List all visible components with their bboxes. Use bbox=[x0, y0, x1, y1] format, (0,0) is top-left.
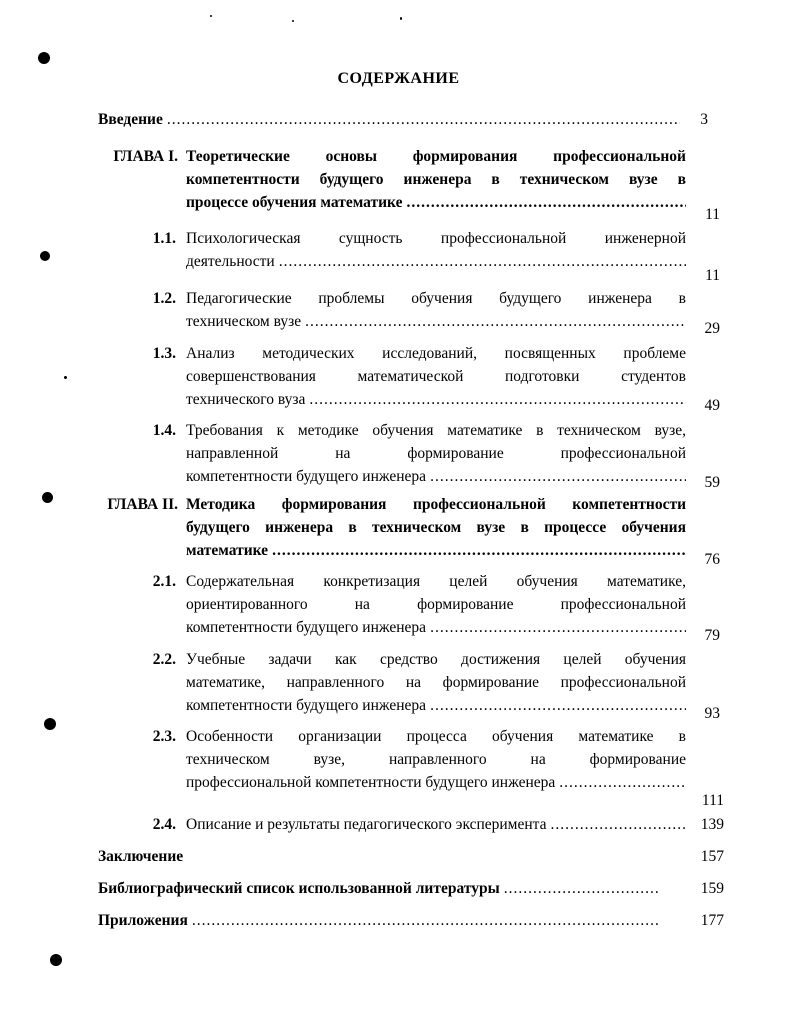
entry-title-line: техническом вузе, направленного на формирование bbox=[186, 751, 686, 768]
leader-dots bbox=[279, 250, 686, 273]
page-number: 93 bbox=[704, 705, 720, 722]
leader-dots bbox=[406, 191, 686, 214]
page-number: 3 bbox=[700, 111, 708, 128]
entry-label: 1.4. bbox=[152, 422, 176, 439]
scan-speck bbox=[40, 251, 50, 261]
page-number: 139 bbox=[700, 816, 724, 833]
leader-dots bbox=[305, 310, 686, 333]
entry-label: Библиографический список использованной литературы bbox=[98, 880, 500, 897]
entry-title-line: профессиональной компетентности будущего инженера bbox=[186, 774, 556, 791]
entry-title-line: Особенности организации процесса обучения математике в bbox=[186, 728, 686, 745]
page-number: 49 bbox=[704, 397, 720, 414]
scan-speck bbox=[210, 15, 212, 17]
leader-dots bbox=[430, 616, 686, 639]
page-number: 111 bbox=[701, 792, 724, 809]
page-number: 79 bbox=[704, 627, 720, 644]
leader-dots bbox=[430, 465, 686, 488]
entry-title-line: будущего инженера в техническом вузе в процессе обучения bbox=[186, 519, 686, 536]
page-number: 157 bbox=[700, 848, 724, 865]
leader-dots bbox=[430, 694, 686, 717]
entry-label: 2.2. bbox=[152, 651, 176, 668]
page-number: 177 bbox=[700, 912, 724, 929]
leader-dots bbox=[167, 108, 680, 131]
entry-label: Введение bbox=[98, 111, 163, 128]
scan-speck bbox=[42, 492, 53, 503]
scan-speck bbox=[44, 718, 56, 730]
entry-label: 1.1. bbox=[152, 230, 176, 247]
entry-title-line: Методика формирования профессиональной компетентности bbox=[186, 496, 686, 513]
page-number: 76 bbox=[704, 551, 720, 568]
scan-speck bbox=[292, 20, 294, 22]
scan-speck bbox=[38, 52, 50, 64]
entry-title-line: Анализ методических исследований, посвященных проблеме bbox=[186, 345, 686, 362]
entry-title-line: компетентности будущего инженера bbox=[186, 697, 427, 714]
entry-title-line: компетентности будущего инженера в техническом вузе в bbox=[186, 171, 686, 188]
entry-title-line: техническом вузе bbox=[186, 313, 302, 330]
scan-speck bbox=[64, 376, 67, 379]
entry-label: Заключение bbox=[98, 848, 184, 865]
entry-label: 1.2. bbox=[152, 290, 176, 307]
leader-dots bbox=[272, 539, 686, 562]
entry-title-line: совершенствования математической подготовки студентов bbox=[186, 368, 686, 385]
entry-label: 2.1. bbox=[152, 573, 176, 590]
page-number: 59 bbox=[704, 474, 720, 491]
entry-title-line: компетентности будущего инженера bbox=[186, 468, 427, 485]
entry-title-line: Учебные задачи как средство достижения целей обучения bbox=[186, 651, 686, 668]
entry-label: ГЛАВА II. bbox=[107, 496, 178, 513]
entry-title-line: направленной на формирование профессиональной bbox=[186, 445, 686, 462]
page-title: СОДЕРЖАНИЕ bbox=[337, 70, 460, 87]
entry-title-line: математике bbox=[186, 542, 269, 559]
entry-label: Приложения bbox=[98, 912, 188, 929]
entry-title-line: процессе обучения математике bbox=[186, 194, 403, 211]
entry-label: 2.3. bbox=[152, 728, 176, 745]
entry-title-line: Теоретические основы формирования профессиональной bbox=[186, 148, 686, 165]
entry-title-line: Требования к методике обучения математике в техническом вузе, bbox=[186, 422, 686, 439]
page-number: 159 bbox=[700, 880, 724, 897]
entry-title-line: Описание и результаты педагогического эксперимента bbox=[186, 816, 547, 833]
page-number: 29 bbox=[704, 320, 720, 337]
scan-speck bbox=[400, 17, 402, 20]
entry-title-line: компетентности будущего инженера bbox=[186, 619, 427, 636]
entry-title-line: технического вуза bbox=[186, 391, 306, 408]
entry-title-line: ориентированного на формирование профессиональной bbox=[186, 596, 686, 613]
entry-title-line: деятельности bbox=[186, 253, 275, 270]
entry-title-line: Педагогические проблемы обучения будущего инженера в bbox=[186, 290, 686, 307]
leader-dots bbox=[559, 771, 686, 794]
entry-label: 2.4. bbox=[152, 816, 176, 833]
leader-dots bbox=[192, 909, 660, 932]
entry-label: 1.3. bbox=[152, 345, 176, 362]
leader-dots bbox=[309, 388, 686, 411]
leader-dots bbox=[551, 813, 686, 836]
leader-dots bbox=[504, 877, 658, 900]
entry-title-line: Содержательная конкретизация целей обучения математике, bbox=[186, 573, 686, 590]
entry-title-line: математике, направленного на формирование профессиональной bbox=[186, 674, 686, 691]
page-number: 11 bbox=[705, 206, 720, 223]
entry-label: ГЛАВА I. bbox=[113, 148, 178, 165]
page-number: 11 bbox=[705, 267, 720, 284]
entry-title-line: Психологическая сущность профессиональной инженерной bbox=[186, 230, 686, 247]
scan-speck bbox=[50, 954, 62, 966]
